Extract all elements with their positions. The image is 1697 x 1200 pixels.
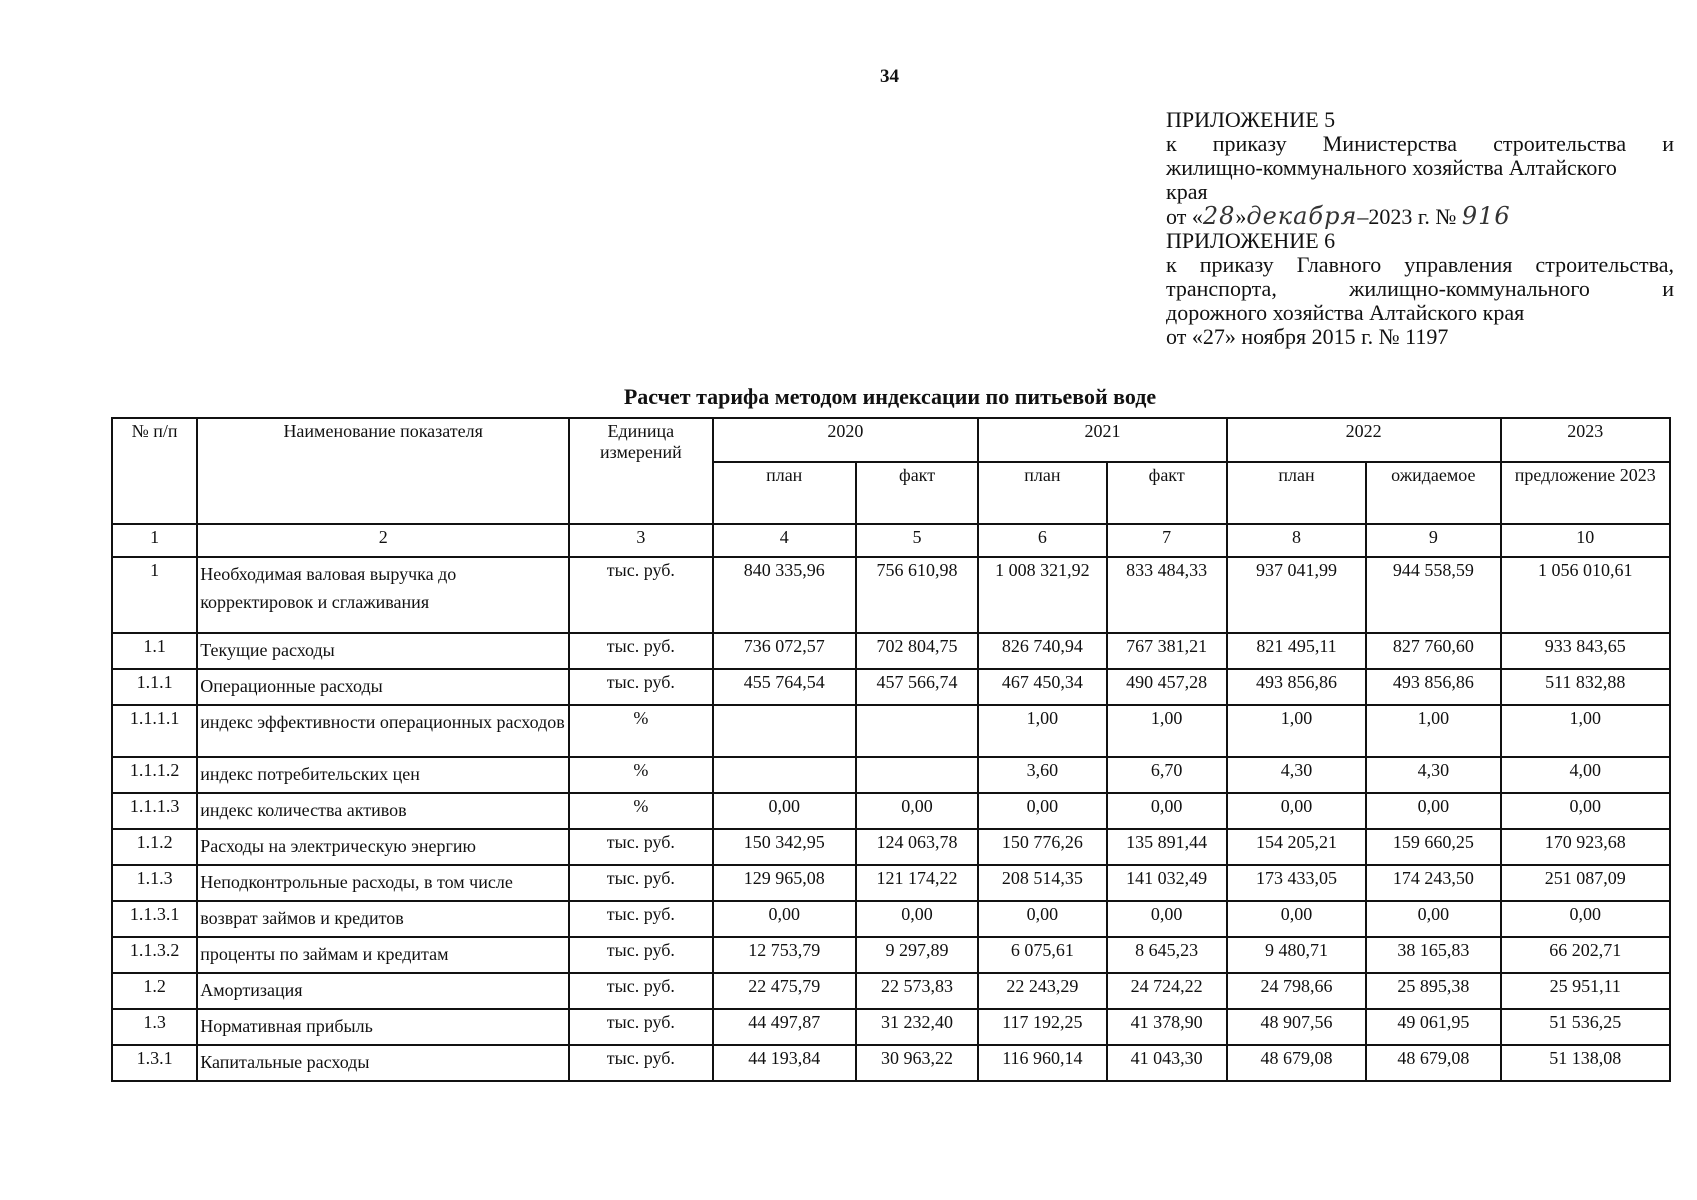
row-value: 141 032,49 bbox=[1107, 865, 1227, 901]
header-year-2023: 2023 bbox=[1501, 418, 1670, 462]
row-name: индекс эффективности операционных расходов bbox=[197, 705, 569, 757]
tariff-table bbox=[111, 417, 1671, 1082]
table-row bbox=[112, 669, 1670, 705]
row-value: 44 193,84 bbox=[713, 1045, 856, 1081]
row-value: 48 907,56 bbox=[1227, 1009, 1366, 1045]
row-value: 0,00 bbox=[1501, 793, 1670, 829]
subheader-2022-expected: ожидаемое bbox=[1366, 462, 1500, 524]
table-row bbox=[112, 1045, 1670, 1081]
row-name: Расходы на электрическую энергию bbox=[197, 829, 569, 865]
row-number: 1.1.3.2 bbox=[112, 937, 197, 973]
row-value: 24 724,22 bbox=[1107, 973, 1227, 1009]
row-value: 9 297,89 bbox=[856, 937, 978, 973]
row-value: 51 138,08 bbox=[1501, 1045, 1670, 1081]
row-value: 51 536,25 bbox=[1501, 1009, 1670, 1045]
column-number: 3 bbox=[569, 524, 712, 557]
row-value: 0,00 bbox=[978, 793, 1106, 829]
row-number: 1.1.3 bbox=[112, 865, 197, 901]
row-number: 1.1.2 bbox=[112, 829, 197, 865]
row-unit: тыс. руб. bbox=[569, 865, 712, 901]
column-number: 2 bbox=[197, 524, 569, 557]
row-value: 455 764,54 bbox=[713, 669, 856, 705]
row-value: 0,00 bbox=[1366, 901, 1500, 937]
row-number: 1.1.1.3 bbox=[112, 793, 197, 829]
row-value: 1,00 bbox=[1107, 705, 1227, 757]
row-unit: тыс. руб. bbox=[569, 901, 712, 937]
row-value: 25 895,38 bbox=[1366, 973, 1500, 1009]
row-name: Текущие расходы bbox=[197, 633, 569, 669]
row-value: 1,00 bbox=[1366, 705, 1500, 757]
row-unit: тыс. руб. bbox=[569, 937, 712, 973]
row-value: 121 174,22 bbox=[856, 865, 978, 901]
row-value: 467 450,34 bbox=[978, 669, 1106, 705]
row-value: 0,00 bbox=[1366, 793, 1500, 829]
row-value: 1,00 bbox=[978, 705, 1106, 757]
row-value: 48 679,08 bbox=[1366, 1045, 1500, 1081]
row-value: 6,70 bbox=[1107, 757, 1227, 793]
appendix-6-text-line-2: транспорта, жилищно-коммунального и bbox=[1166, 276, 1674, 301]
row-value: 767 381,21 bbox=[1107, 633, 1227, 669]
row-value: 38 165,83 bbox=[1366, 937, 1500, 973]
row-value: 22 475,79 bbox=[713, 973, 856, 1009]
row-value: 150 342,95 bbox=[713, 829, 856, 865]
row-value: 457 566,74 bbox=[856, 669, 978, 705]
appendix-6-title: ПРИЛОЖЕНИЕ 6 bbox=[1166, 228, 1336, 253]
row-unit: тыс. руб. bbox=[569, 633, 712, 669]
row-value: 1 056 010,61 bbox=[1501, 557, 1670, 633]
row-value: 44 497,87 bbox=[713, 1009, 856, 1045]
header-year-2020: 2020 bbox=[713, 418, 979, 462]
table-row bbox=[112, 757, 1670, 793]
row-number: 1 bbox=[112, 557, 197, 633]
table-row bbox=[112, 793, 1670, 829]
table-row bbox=[112, 557, 1670, 633]
row-value: 25 951,11 bbox=[1501, 973, 1670, 1009]
row-value: 493 856,86 bbox=[1366, 669, 1500, 705]
table-header-row bbox=[112, 418, 1670, 462]
subheader-2023-proposal: предложение 2023 bbox=[1501, 462, 1670, 524]
appendix-6-date: от «27» ноября 2015 г. № 1197 bbox=[1166, 324, 1449, 349]
handwritten-day: 28 bbox=[1202, 202, 1236, 230]
appendix-5-text-line-2: жилищно-коммунального хозяйства Алтайского bbox=[1166, 155, 1617, 180]
row-value: 24 798,66 bbox=[1227, 973, 1366, 1009]
row-value: 251 087,09 bbox=[1501, 865, 1670, 901]
row-value: 1,00 bbox=[1227, 705, 1366, 757]
appendix-block bbox=[1166, 108, 1674, 349]
document-title: Расчет тарифа методом индексации по питьевой воде bbox=[623, 384, 1157, 409]
row-value: 0,00 bbox=[978, 901, 1106, 937]
row-number: 1.1 bbox=[112, 633, 197, 669]
table-row bbox=[112, 633, 1670, 669]
row-name: индекс потребительских цен bbox=[197, 757, 569, 793]
row-value: 756 610,98 bbox=[856, 557, 978, 633]
row-value: 8 645,23 bbox=[1107, 937, 1227, 973]
row-value: 702 804,75 bbox=[856, 633, 978, 669]
column-number: 10 bbox=[1501, 524, 1670, 557]
row-unit: тыс. руб. bbox=[569, 557, 712, 633]
row-name: возврат займов и кредитов bbox=[197, 901, 569, 937]
row-value: 1,00 bbox=[1501, 705, 1670, 757]
table-row bbox=[112, 865, 1670, 901]
row-name: Нормативная прибыль bbox=[197, 1009, 569, 1045]
row-value: 31 232,40 bbox=[856, 1009, 978, 1045]
row-value: 0,00 bbox=[1107, 901, 1227, 937]
row-value: 41 043,30 bbox=[1107, 1045, 1227, 1081]
page-number: 34 bbox=[880, 66, 899, 87]
row-value: 41 378,90 bbox=[1107, 1009, 1227, 1045]
column-number: 5 bbox=[856, 524, 978, 557]
row-value: 833 484,33 bbox=[1107, 557, 1227, 633]
row-value: 208 514,35 bbox=[978, 865, 1106, 901]
handwritten-month: декабря bbox=[1246, 202, 1358, 230]
subheader-2021-plan: план bbox=[978, 462, 1106, 524]
row-value: 933 843,65 bbox=[1501, 633, 1670, 669]
column-number: 7 bbox=[1107, 524, 1227, 557]
row-unit: тыс. руб. bbox=[569, 669, 712, 705]
row-unit: тыс. руб. bbox=[569, 973, 712, 1009]
row-value: 827 760,60 bbox=[1366, 633, 1500, 669]
row-value: 0,00 bbox=[713, 901, 856, 937]
row-name: индекс количества активов bbox=[197, 793, 569, 829]
row-value: 493 856,86 bbox=[1227, 669, 1366, 705]
table-row bbox=[112, 973, 1670, 1009]
header-name: Наименование показателя bbox=[197, 418, 569, 524]
row-value: 821 495,11 bbox=[1227, 633, 1366, 669]
subheader-2021-fact: факт bbox=[1107, 462, 1227, 524]
row-value: 1 008 321,92 bbox=[978, 557, 1106, 633]
table-row bbox=[112, 705, 1670, 757]
column-number: 8 bbox=[1227, 524, 1366, 557]
row-value: 170 923,68 bbox=[1501, 829, 1670, 865]
row-value: 937 041,99 bbox=[1227, 557, 1366, 633]
subheader-2020-plan: план bbox=[713, 462, 856, 524]
row-value: 6 075,61 bbox=[978, 937, 1106, 973]
appendix-5-date: от «28»декабря–2023 г. № 916 bbox=[1166, 202, 1511, 230]
row-unit: % bbox=[569, 705, 712, 757]
row-value: 129 965,08 bbox=[713, 865, 856, 901]
row-value: 154 205,21 bbox=[1227, 829, 1366, 865]
table-row bbox=[112, 901, 1670, 937]
row-value: 159 660,25 bbox=[1366, 829, 1500, 865]
row-value: 0,00 bbox=[1107, 793, 1227, 829]
row-value: 116 960,14 bbox=[978, 1045, 1106, 1081]
row-value: 840 335,96 bbox=[713, 557, 856, 633]
row-name: Неподконтрольные расходы, в том числе bbox=[197, 865, 569, 901]
row-number: 1.3.1 bbox=[112, 1045, 197, 1081]
row-name: Капитальные расходы bbox=[197, 1045, 569, 1081]
row-value: 944 558,59 bbox=[1366, 557, 1500, 633]
row-unit: тыс. руб. bbox=[569, 1045, 712, 1081]
row-name: проценты по займам и кредитам bbox=[197, 937, 569, 973]
row-value: 48 679,08 bbox=[1227, 1045, 1366, 1081]
row-value: 49 061,95 bbox=[1366, 1009, 1500, 1045]
header-year-2022: 2022 bbox=[1227, 418, 1501, 462]
row-value: 150 776,26 bbox=[978, 829, 1106, 865]
row-unit: тыс. руб. bbox=[569, 829, 712, 865]
row-unit: тыс. руб. bbox=[569, 1009, 712, 1045]
row-value: 4,30 bbox=[1227, 757, 1366, 793]
row-value: 0,00 bbox=[1227, 793, 1366, 829]
appendix-5-text-line-1: к приказу Министерства строительства и bbox=[1166, 131, 1674, 156]
handwritten-number: 916 bbox=[1461, 202, 1511, 230]
row-name: Амортизация bbox=[197, 973, 569, 1009]
column-number-row bbox=[112, 524, 1670, 557]
row-name: Необходимая валовая выручка до корректировок и сглаживания bbox=[197, 557, 569, 633]
row-value: 511 832,88 bbox=[1501, 669, 1670, 705]
row-value: 12 753,79 bbox=[713, 937, 856, 973]
row-value: 0,00 bbox=[856, 901, 978, 937]
table-row bbox=[112, 937, 1670, 973]
appendix-5-title: ПРИЛОЖЕНИЕ 5 bbox=[1166, 107, 1336, 132]
row-unit: % bbox=[569, 793, 712, 829]
row-value: 0,00 bbox=[1227, 901, 1366, 937]
row-name: Операционные расходы bbox=[197, 669, 569, 705]
row-unit: % bbox=[569, 757, 712, 793]
header-num: № п/п bbox=[112, 418, 197, 524]
header-year-2021: 2021 bbox=[978, 418, 1227, 462]
row-value: 30 963,22 bbox=[856, 1045, 978, 1081]
row-number: 1.1.3.1 bbox=[112, 901, 197, 937]
row-value: 490 457,28 bbox=[1107, 669, 1227, 705]
row-value: 174 243,50 bbox=[1366, 865, 1500, 901]
column-number: 6 bbox=[978, 524, 1106, 557]
row-value: 22 573,83 bbox=[856, 973, 978, 1009]
row-value: 22 243,29 bbox=[978, 973, 1106, 1009]
row-value: 124 063,78 bbox=[856, 829, 978, 865]
table-row bbox=[112, 829, 1670, 865]
column-number: 4 bbox=[713, 524, 856, 557]
row-value: 0,00 bbox=[856, 793, 978, 829]
row-value bbox=[856, 757, 978, 793]
row-value: 4,30 bbox=[1366, 757, 1500, 793]
table-row bbox=[112, 1009, 1670, 1045]
header-unit: Единица измерений bbox=[569, 418, 712, 524]
subheader-2022-plan: план bbox=[1227, 462, 1366, 524]
table-body bbox=[112, 557, 1670, 1081]
column-number: 9 bbox=[1366, 524, 1500, 557]
column-number: 1 bbox=[112, 524, 197, 557]
row-value: 66 202,71 bbox=[1501, 937, 1670, 973]
row-number: 1.2 bbox=[112, 973, 197, 1009]
row-value: 135 891,44 bbox=[1107, 829, 1227, 865]
row-value bbox=[713, 705, 856, 757]
row-number: 1.1.1 bbox=[112, 669, 197, 705]
appendix-5-text-line-3: края bbox=[1166, 179, 1208, 204]
subheader-2020-fact: факт bbox=[856, 462, 978, 524]
row-value: 173 433,05 bbox=[1227, 865, 1366, 901]
row-value: 0,00 bbox=[713, 793, 856, 829]
row-value: 3,60 bbox=[978, 757, 1106, 793]
row-number: 1.1.1.2 bbox=[112, 757, 197, 793]
row-value: 736 072,57 bbox=[713, 633, 856, 669]
row-value: 117 192,25 bbox=[978, 1009, 1106, 1045]
row-number: 1.1.1.1 bbox=[112, 705, 197, 757]
row-value bbox=[713, 757, 856, 793]
row-value bbox=[856, 705, 978, 757]
appendix-6-text-line-1: к приказу Главного управления строительства, bbox=[1166, 252, 1674, 277]
row-value: 0,00 bbox=[1501, 901, 1670, 937]
row-value: 9 480,71 bbox=[1227, 937, 1366, 973]
row-number: 1.3 bbox=[112, 1009, 197, 1045]
row-value: 826 740,94 bbox=[978, 633, 1106, 669]
row-value: 4,00 bbox=[1501, 757, 1670, 793]
appendix-6-text-line-3: дорожного хозяйства Алтайского края bbox=[1166, 300, 1525, 325]
